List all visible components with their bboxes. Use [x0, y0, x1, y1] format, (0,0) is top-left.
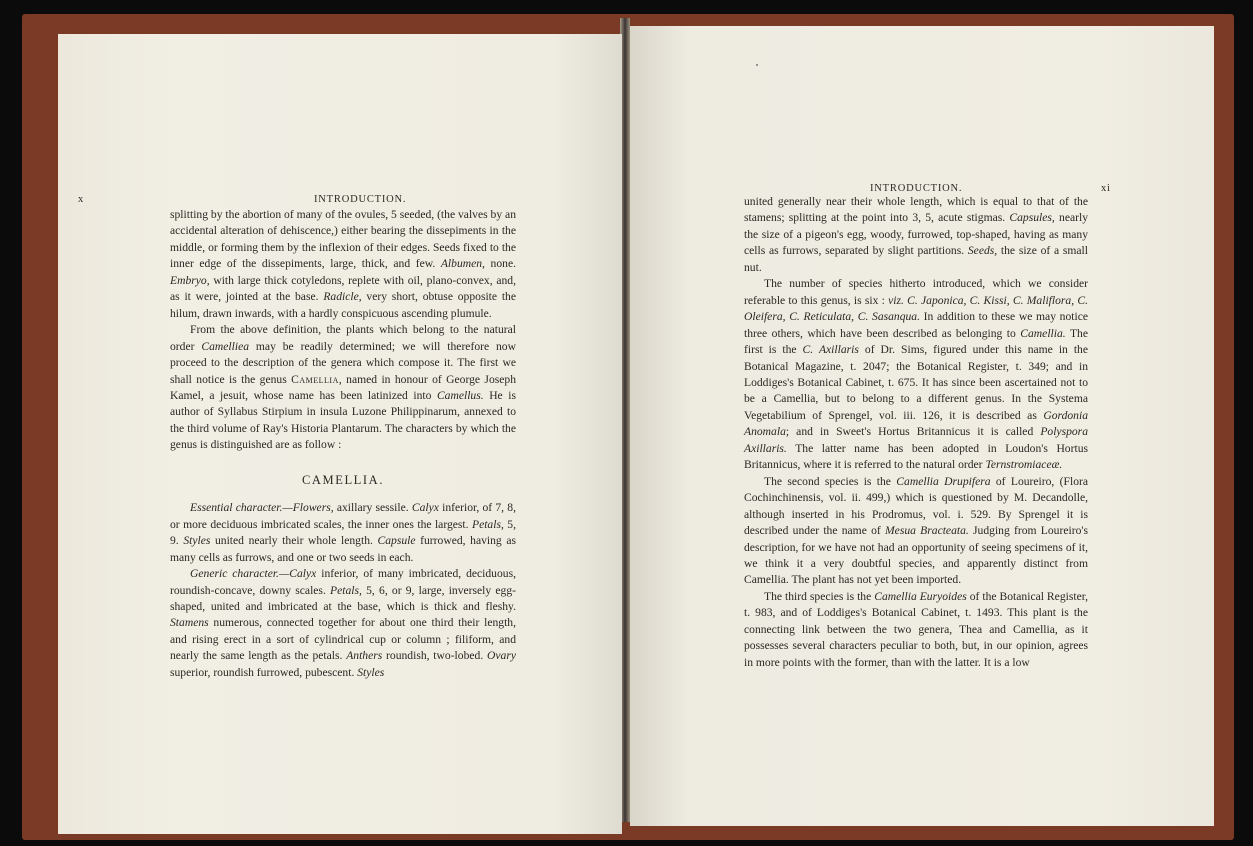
running-head: INTRODUCTION.	[314, 194, 407, 205]
paragraph: The third species is the Camellia Euryoides of the Botanical Register, t. 983, and of Loddiges's Botanical Cabinet, t. 1493. This plant is the connecting link between the two genera, Thea and Camellia, as it possesses several characters peculiar to both, but, in our opinion, agrees in more points with the former, than with the latter. It is a low	[744, 589, 1089, 669]
running-head: INTRODUCTION.	[870, 183, 963, 194]
paragraph: Generic character.—Calyx inferior, of many imbricated, deciduous, roundish-concave, downy scales. Petals, 5, 6, or 9, large, inversely egg-shaped, united and imbricated at the base, which is thick and fleshy. Stamens numerous, connected together for about one third their length, and rising erect in a sort of cylindrical cup or column ; filiform, and nearly the same length as the petals. Anthers roundish, two-lobed. Ovary superior, roundish furrowed, pubescent. Styles	[170, 567, 516, 679]
paragraph: splitting by the abortion of many of the ovules, 5 seeded, (the valves by an accidental alteration of dehiscence,) either bearing the dissepiments in the middle, or forming them by the inflexion of their edges. Seeds fixed to the inner edge of the dissepiments, large, thick, and few. Albumen, none. Embryo, with large thick cotyledons, replete with oil, plano-convex, and, as it were, jointed at the base. Radicle, very short, obtuse opposite the hilum, drawn inwards, with a hardly conspicuous ascending plumule.	[170, 208, 516, 320]
paragraph: The number of species hitherto introduced, which we consider referable to this genus, is six : viz. C. Japonica, C. Kissi, C. Maliflora, C. Oleifera, C. Reticulata, C. Sasanqua. In addition to these we may notice three others, which have been described as belonging to Camellia. The first is the C. Axillaris of Dr. Sims, figured under this name in the Botanical Magazine, t. 2047; the Botanical Register, t. 349; and in Loddiges's Botanical Cabinet, t. 675. It has since been ascertained not to be a Camellia, but to belong to a different genus. In the Systema Vegetabilium of Sprengel, vol. iii. 126, it is described as Gordonia Anomala; and in Sweet's Hortus Britannicus it is called Polyspora Axillaris. The latter name has been adopted in Loudon's Hortus Britannicus, where it is referred to the natural order Ternstromiaceæ.	[744, 277, 1088, 472]
page-speck	[756, 64, 758, 66]
page-number: x	[78, 194, 85, 205]
paragraph: From the above definition, the plants which belong to the natural order Camelliea may be readily determined; we will therefore now proceed to the description of the genera which compose it. The first we shall notice is the genus Camellia, named in honour of George Joseph Kamel, a jesuit, whose name has been latinized into Camellus. He is author of Syllabus Stirpium in insula Luzone Philippinarum, annexed to the third volume of Ray's Historia Plantarum. The characters by which the genus is distinguished are as follow :	[170, 323, 516, 452]
section-heading: CAMELLIA.	[301, 472, 385, 487]
page-number: xi	[1101, 183, 1111, 194]
paragraph: Essential character.—Flowers, axillary sessile. Calyx inferior, of 7, 8, or more deciduous imbricated scales, the inner ones the largest. Petals, 5, 9. Styles united nearly their whole length. Capsule furrowed, having as many cells as furrows, and one or two seeds in each.	[170, 501, 517, 564]
left-body-text	[170, 207, 516, 681]
paragraph: united generally near their whole length, which is equal to that of the stamens; splitting at the point into 3, 5, acute stigmas. Capsules, nearly the size of a pigeon's egg, woody, furrowed, top-shaped, having as many cells as furrows, separated by slight partitions. Seeds, the size of a small nut.	[744, 195, 1088, 274]
paragraph: The second species is the Camellia Drupifera of Loureiro, (Flora Cochinchinensis, vol. ii. 499,) which is questioned by M. Decandolle, although inserted in his Prodromus, vol. i. 529. By Sprengel it is described under the name of Mesua Bracteata. Judging from Loureiro's description, for we have not had an opportunity of seeing specimens of it, we think it a very doubtful species, and apparently distinct from Camellia. The plant has not yet been imported.	[744, 474, 1088, 587]
right-body-text	[744, 194, 1088, 671]
